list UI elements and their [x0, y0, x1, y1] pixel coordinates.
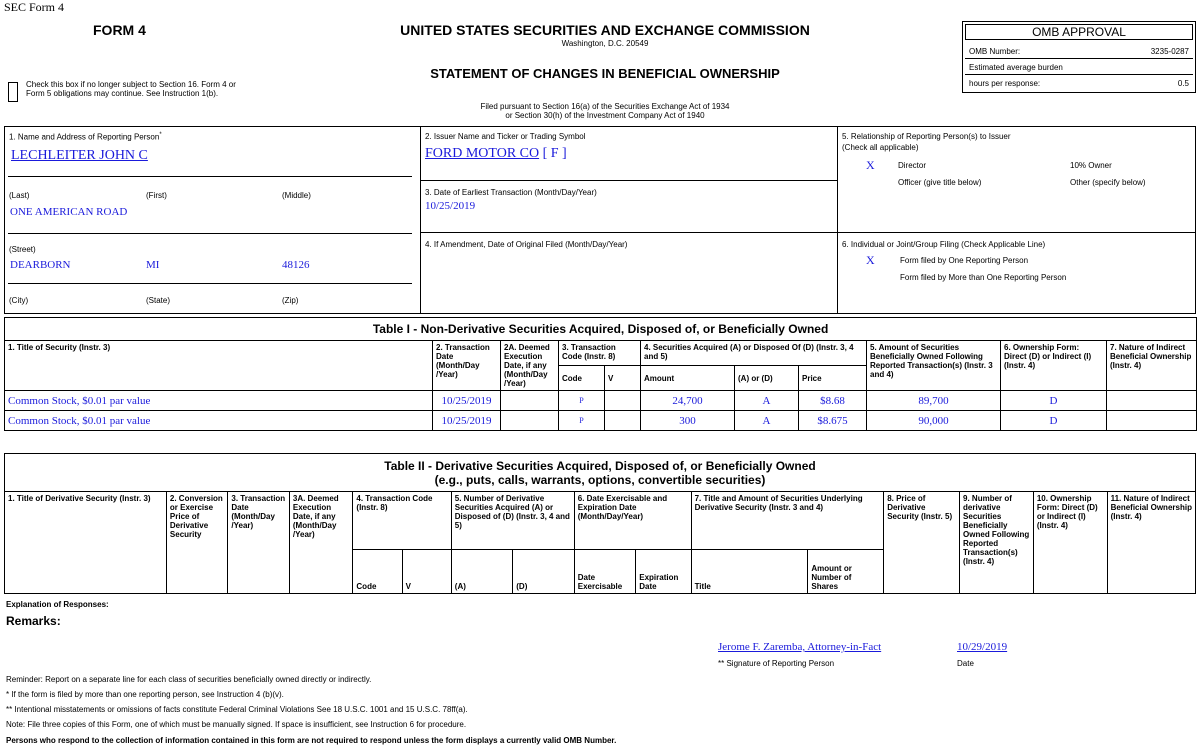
reporting-person-name-link[interactable]: LECHLEITER JOHN C: [11, 148, 148, 163]
t2-h8: 8. Price of Derivative Security (Instr. 5): [884, 492, 960, 594]
director-label: Director: [898, 161, 927, 170]
other-label: Other (specify below): [1070, 178, 1146, 187]
note2-text: ** Intentional misstatements or omissions of facts constitute Federal Criminal Violations See 18 U.S.C. 1001 and 15 U.S.C. 78ff(a).: [6, 705, 468, 714]
t2-code: Code: [353, 550, 402, 594]
t1-price: Price: [799, 366, 867, 391]
ten-percent-owner-label: 10% Owner: [1070, 161, 1112, 170]
t1-h2a: 2A. Deemed Execution Date, if any (Month/Day /Year): [501, 341, 559, 391]
omb-burden-label: Estimated average burden: [969, 63, 1063, 72]
t1-r1-price: $8.675: [799, 411, 867, 431]
box2-label: 2. Issuer Name and Ticker or Trading Symbol: [425, 132, 586, 141]
t1-h7: 7. Nature of Indirect Beneficial Ownership (Instr. 4): [1107, 341, 1197, 391]
table-row: [5, 391, 1197, 411]
box5-label: 5. Relationship of Reporting Person(s) to Issuer: [842, 132, 1011, 141]
director-check-mark: X: [866, 158, 875, 172]
t2-h6: 6. Date Exercisable and Expiration Date (Month/Day/Year): [574, 492, 691, 550]
t1-aord: (A) or (D): [735, 366, 799, 391]
state-value: MI: [146, 259, 160, 271]
middle-label: (Middle): [282, 191, 311, 200]
omb-number: 3235-0287: [1150, 47, 1189, 56]
t1-v: V: [605, 366, 641, 391]
omb-number-label: OMB Number:: [969, 47, 1021, 56]
reminder-text: Reminder: Report on a separate line for each class of securities beneficially owned directly or indirectly.: [6, 675, 372, 684]
table1-title: Table I - Non-Derivative Securities Acquired, Disposed of, or Beneficially Owned: [5, 318, 1197, 341]
t1-r1-amount: 300: [641, 411, 735, 431]
note1-text: * If the form is filed by more than one reporting person, see Instruction 4 (b)(v).: [6, 690, 284, 699]
one-person-check-mark: X: [866, 253, 875, 267]
filed-pursuant-2: or Section 30(h) of the Investment Company Act of 1940: [505, 111, 705, 120]
t1-r1-title: Common Stock, $0.01 par value: [5, 411, 433, 431]
signature-label: ** Signature of Reporting Person: [718, 659, 835, 668]
zip-label: (Zip): [282, 296, 299, 305]
commission-title: UNITED STATES SECURITIES AND EXCHANGE COMMISSION: [400, 22, 810, 38]
t1-r1-date: 10/25/2019: [433, 411, 501, 431]
box1-label: 1. Name and Address of Reporting Person*: [9, 132, 162, 142]
table2-title-cell: [5, 454, 1196, 492]
state-label: (State): [146, 296, 171, 305]
sec-form-label: SEC Form 4: [4, 0, 65, 14]
t1-r1-v: [605, 411, 641, 431]
t1-r1-code: P: [559, 411, 605, 431]
t2-v: V: [402, 550, 451, 594]
date-label: Date: [957, 659, 974, 668]
t2-h3: 3. Transaction Date (Month/Day /Year): [228, 492, 289, 594]
t1-h3: 3. Transaction Code (Instr. 8): [559, 341, 641, 366]
t1-r0-price: $8.68: [799, 391, 867, 411]
t2-h11: 11. Nature of Indirect Beneficial Ownership (Instr. 4): [1107, 492, 1195, 594]
table2-subtitle: (e.g., puts, calls, warrants, options, convertible securities): [434, 472, 766, 487]
t1-h4: 4. Securities Acquired (A) or Disposed Of (D) (Instr. 3, 4 and 5): [641, 341, 867, 366]
t2-title: Title: [691, 550, 808, 594]
ticker-symbol: [ F ]: [542, 146, 567, 161]
t1-r0-v: [605, 391, 641, 411]
officer-label: Officer (give title below): [898, 178, 982, 187]
t1-h6: 6. Ownership Form: Direct (D) or Indirect (I) (Instr. 4): [1001, 341, 1107, 391]
omb-approval-box: [962, 21, 1196, 93]
t1-r0-amount: 24,700: [641, 391, 735, 411]
first-label: (First): [146, 191, 167, 200]
t2-h3a: 3A. Deemed Execution Date, if any (Month/Day /Year): [289, 492, 353, 594]
table2-title: Table II - Derivative Securities Acquired, Disposed of, or Beneficially Owned: [384, 458, 816, 473]
last-label: (Last): [9, 191, 30, 200]
statement-title: STATEMENT OF CHANGES IN BENEFICIAL OWNERSHIP: [430, 66, 780, 81]
table-row: [5, 411, 1197, 431]
city-value: DEARBORN: [10, 259, 71, 271]
t1-r0-owned: 89,700: [867, 391, 1001, 411]
box3-label: 3. Date of Earliest Transaction (Month/Day/Year): [425, 188, 597, 197]
issuer-line: [425, 146, 567, 162]
street-value: ONE AMERICAN ROAD: [10, 206, 128, 218]
city-label: (City): [9, 296, 29, 305]
filed-pursuant-1: Filed pursuant to Section 16(a) of the Securities Exchange Act of 1934: [480, 102, 730, 111]
t1-r0-date: 10/25/2019: [433, 391, 501, 411]
reporting-person-section: [4, 126, 1196, 314]
omb-hours: 0.5: [1177, 79, 1189, 88]
section16-checkbox[interactable]: [8, 82, 18, 102]
t1-h1: 1. Title of Security (Instr. 3): [5, 341, 433, 391]
t2-h5: 5. Number of Derivative Securities Acquired (A) or Disposed of (D) (Instr. 3, 4 and 5): [451, 492, 574, 550]
t1-r0-nature: [1107, 391, 1197, 411]
t1-r1-deemed: [501, 411, 559, 431]
zip-value: 48126: [282, 259, 310, 271]
t1-r1-owned: 90,000: [867, 411, 1001, 431]
box6-label: 6. Individual or Joint/Group Filing (Check Applicable Line): [842, 240, 1046, 249]
t2-date-exercisable: Date Exercisable: [574, 550, 635, 594]
t2-h2: 2. Conversion or Exercise Price of Derivative Security: [166, 492, 227, 594]
section16-checkbox-text: Check this box if no longer subject to Section 16. Form 4 or Form 5 obligations may continue. See Instruction 1(b).: [26, 80, 236, 98]
t2-h4: 4. Transaction Code (Instr. 8): [353, 492, 451, 550]
earliest-transaction-date: 10/25/2019: [425, 200, 476, 212]
t1-h2: 2. Transaction Date (Month/Day /Year): [433, 341, 501, 391]
signature-link[interactable]: Jerome F. Zaremba, Attorney-in-Fact: [718, 641, 882, 653]
t1-r1-nature: [1107, 411, 1197, 431]
table2-derivative: [4, 453, 1196, 594]
note4-text: Persons who respond to the collection of information contained in this form are not required to respond unless the form displays a currently valid OMB Number.: [6, 736, 617, 745]
t1-r0-title: Common Stock, $0.01 par value: [5, 391, 433, 411]
t2-a: (A): [451, 550, 512, 594]
t1-r0-form: D: [1001, 391, 1107, 411]
t1-r0-aord: A: [735, 391, 799, 411]
t1-code: Code: [559, 366, 605, 391]
t1-r1-aord: A: [735, 411, 799, 431]
t1-r0-deemed: [501, 391, 559, 411]
issuer-name-link[interactable]: FORD MOTOR CO: [425, 146, 540, 161]
t2-h10: 10. Ownership Form: Direct (D) or Indirect (I) (Instr. 4): [1033, 492, 1107, 594]
more-person-label: Form filed by More than One Reporting Person: [900, 273, 1067, 282]
t1-r0-code: P: [559, 391, 605, 411]
t2-h1: 1. Title of Derivative Security (Instr. 3): [5, 492, 167, 594]
omb-title: OMB APPROVAL: [965, 24, 1193, 40]
t2-expiration: Expiration Date: [636, 550, 691, 594]
t1-amount: Amount: [641, 366, 735, 391]
t2-amount-shares: Amount or Number of Shares: [808, 550, 884, 594]
note3-text: Note: File three copies of this Form, one of which must be manually signed. If space is insufficient, see Instruction 6 for procedure.: [6, 720, 467, 729]
street-label: (Street): [9, 245, 36, 254]
signature-date-link[interactable]: 10/29/2019: [957, 641, 1008, 653]
table1-non-derivative: [4, 317, 1197, 431]
commission-address: Washington, D.C. 20549: [561, 39, 649, 48]
t1-h5: 5. Amount of Securities Beneficially Owned Following Reported Transaction(s) (Instr. 3 and 4): [867, 341, 1001, 391]
t2-h9: 9. Number of derivative Securities Beneficially Owned Following Reported Transaction(s) (Instr. 4): [960, 492, 1034, 594]
t2-h7: 7. Title and Amount of Securities Underlying Derivative Security (Instr. 3 and 4): [691, 492, 884, 550]
t2-d: (D): [513, 550, 574, 594]
one-person-label: Form filed by One Reporting Person: [900, 256, 1029, 265]
box5-check-label: (Check all applicable): [842, 143, 919, 152]
remarks-label: Remarks:: [6, 614, 61, 628]
t1-r1-form: D: [1001, 411, 1107, 431]
form-title: FORM 4: [93, 22, 146, 38]
box4-label: 4. If Amendment, Date of Original Filed (Month/Day/Year): [425, 240, 628, 249]
explanation-label: Explanation of Responses:: [6, 600, 109, 609]
omb-hours-label: hours per response:: [969, 79, 1041, 88]
